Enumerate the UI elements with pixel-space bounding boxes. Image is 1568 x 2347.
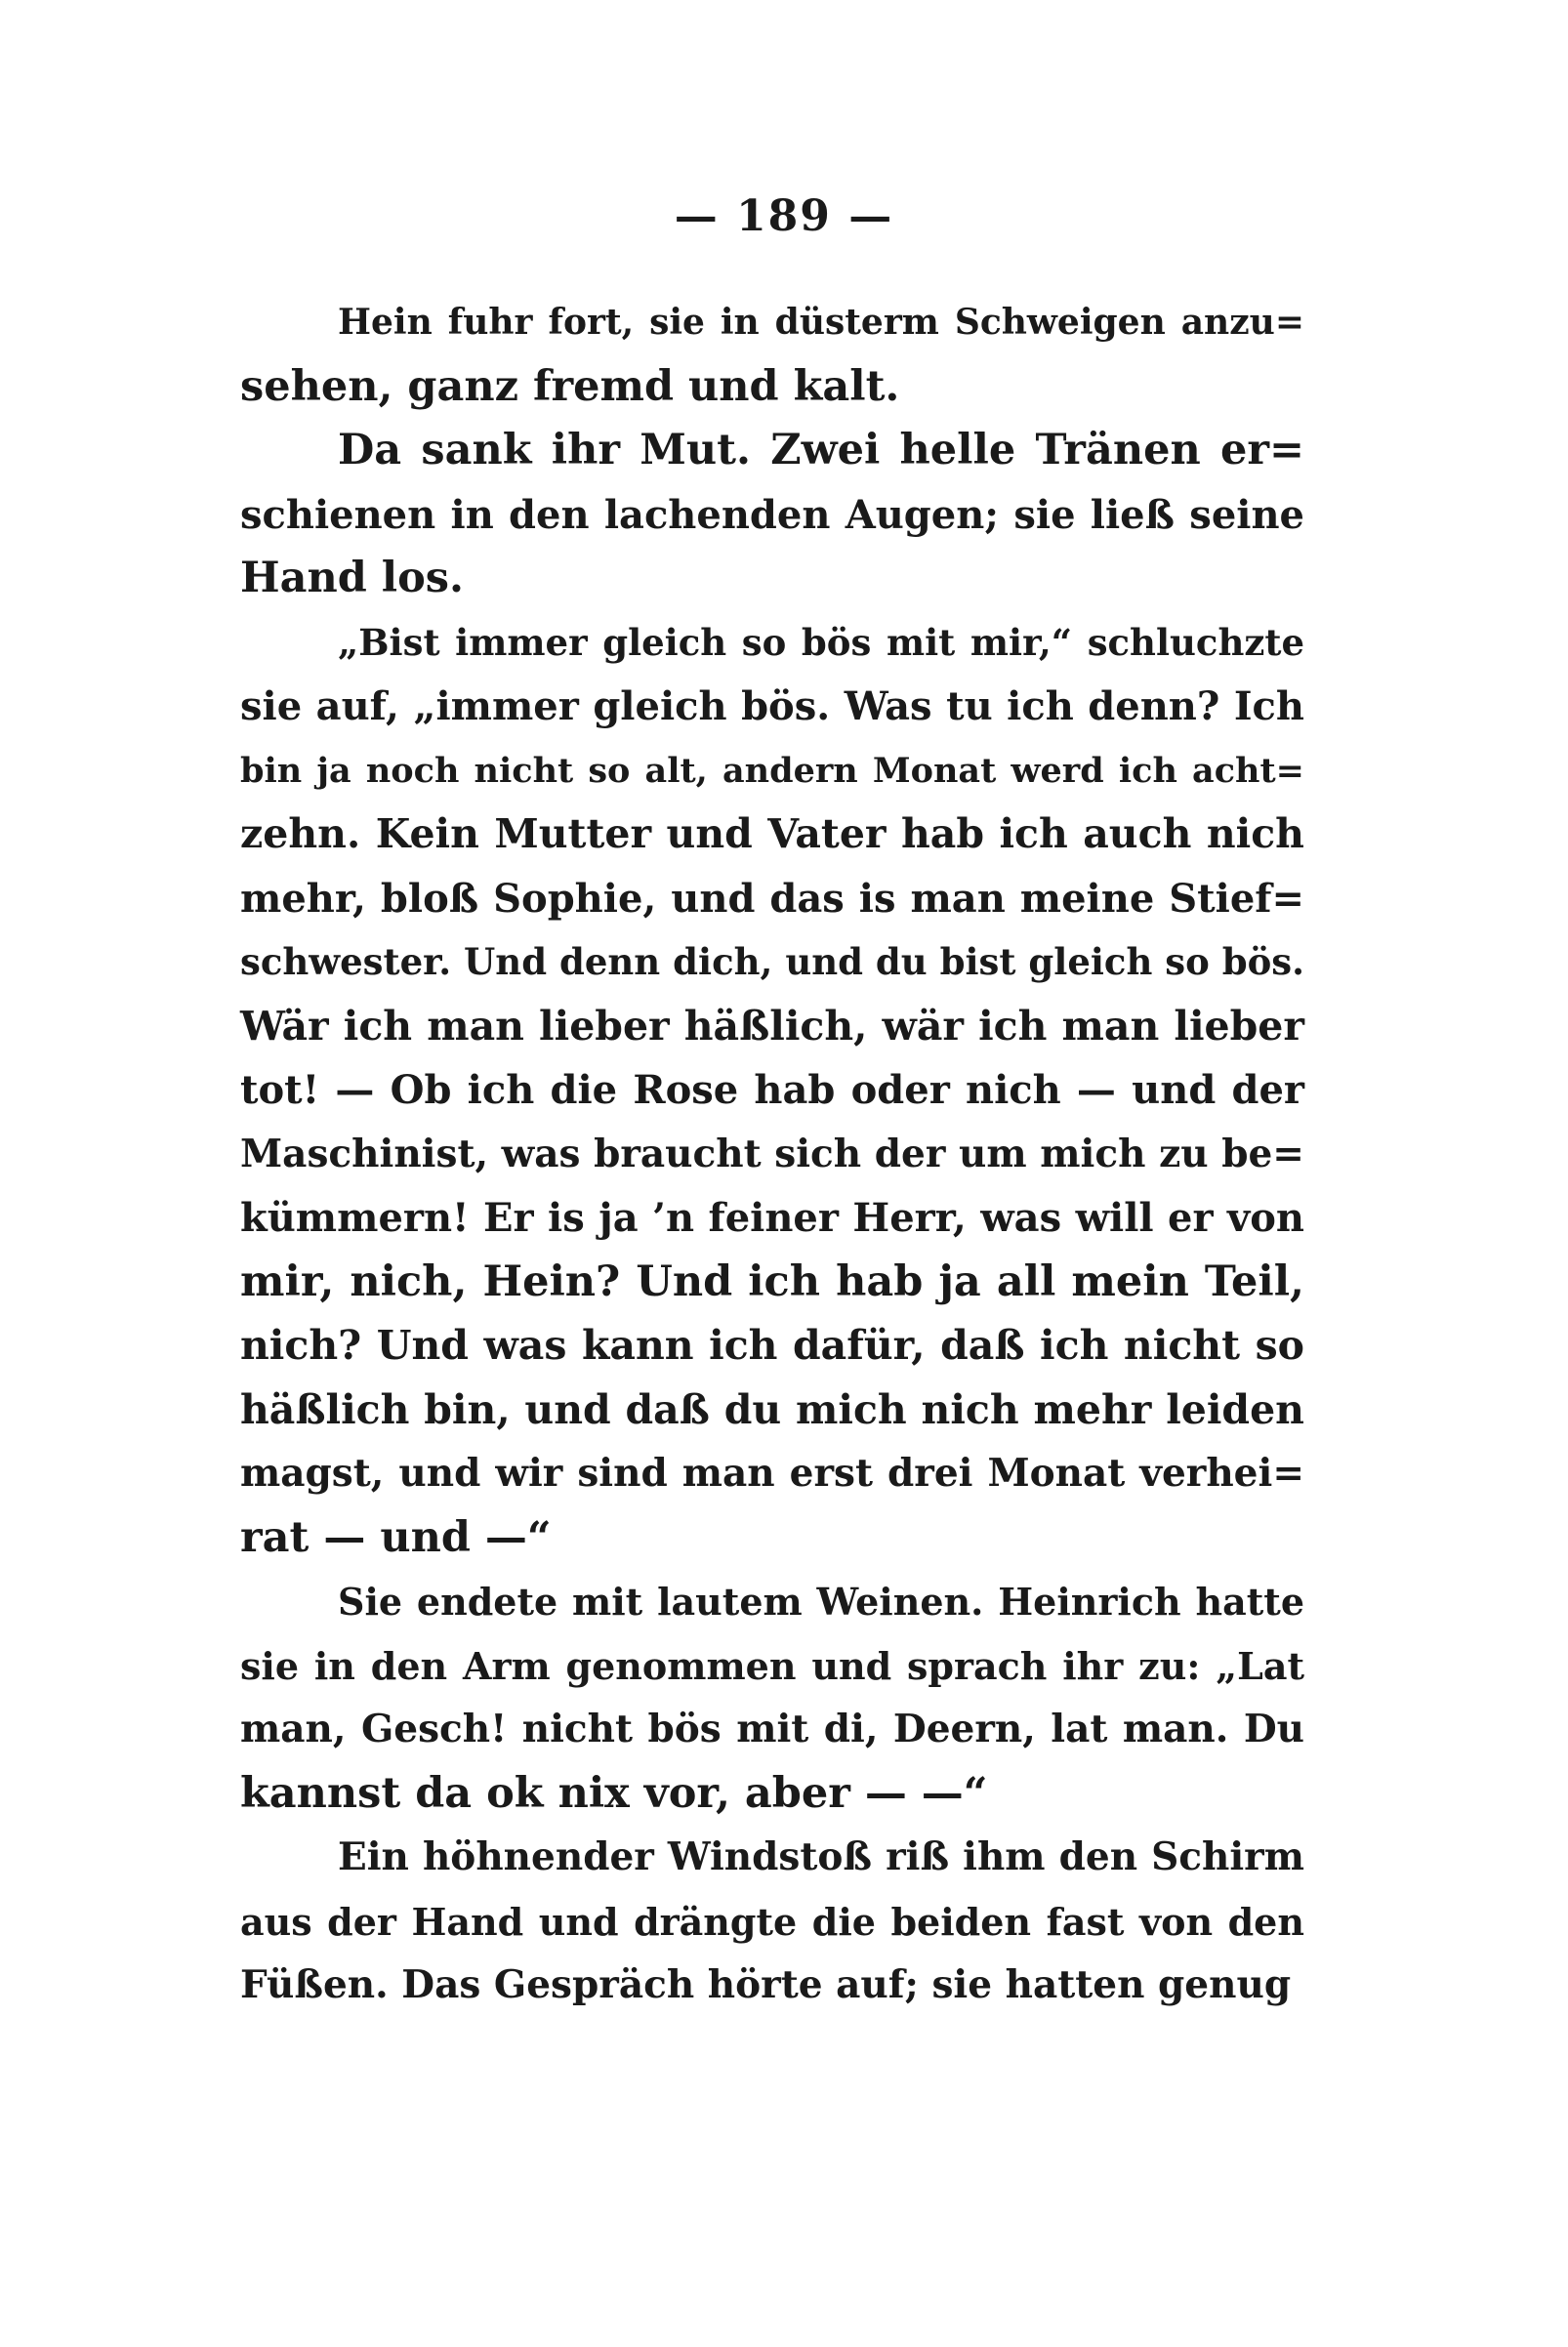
text-line: häßlich bin, und daß du mich nich mehr leiden bbox=[240, 1385, 1304, 1433]
paragraph bbox=[240, 419, 1304, 611]
paragraph bbox=[240, 1570, 1304, 1826]
text-line: Ein höhnender Windstoß riß ihm den Schirm bbox=[338, 1834, 1304, 1879]
body-text bbox=[240, 291, 1304, 2018]
text-line: Da sank ihr Mut. Zwei helle Tränen er= bbox=[338, 426, 1304, 474]
text-line: schwester. Und denn dich, und du bist gleich so bös. bbox=[240, 940, 1304, 983]
text-line: Sie endete mit lautem Weinen. Heinrich hatte bbox=[338, 1580, 1304, 1624]
text-line: mir, nich, Hein? Und ich hab ja all mein Teil, bbox=[240, 1256, 1304, 1306]
page-number: — 189 — bbox=[674, 191, 894, 241]
text-line: „Bist immer gleich so bös mit mir,“ schluchzte bbox=[338, 620, 1304, 664]
text-line: Wär ich man lieber häßlich, wär ich man lieber bbox=[240, 1002, 1304, 1050]
text-line: bin ja noch nicht so alt, andern Monat werd ich acht= bbox=[240, 750, 1304, 791]
text-line: tot! — Ob ich die Rose hab oder nich — und der bbox=[240, 1067, 1304, 1113]
text-line: Maschinist, was braucht sich der um mich zu be= bbox=[240, 1131, 1304, 1176]
paragraph bbox=[240, 1826, 1304, 2018]
text-line: schienen in den lachenden Augen; sie ließ seine bbox=[240, 491, 1304, 538]
text-line: kümmern! Er is ja ’n feiner Herr, was will er von bbox=[240, 1195, 1304, 1241]
text-line: Hein fuhr fort, sie in düsterm Schweigen anzu= bbox=[338, 302, 1304, 343]
text-line: mehr, bloß Sophie, und das is man meine Stief= bbox=[240, 875, 1304, 922]
text-line: sie auf, „immer gleich bös. Was tu ich denn? Ich bbox=[240, 683, 1304, 729]
text-line: Hand los. bbox=[240, 554, 464, 602]
text-line: magst, und wir sind man erst drei Monat verhei= bbox=[240, 1451, 1304, 1496]
paragraph bbox=[240, 291, 1304, 419]
text-line: nich? Und was kann ich dafür, daß ich nicht so bbox=[240, 1322, 1304, 1369]
text-line: Füßen. Das Gespräch hörte auf; sie hatten genug bbox=[240, 1962, 1292, 2007]
text-line: sie in den Arm genommen und sprach ihr zu: „Lat bbox=[240, 1643, 1304, 1688]
text-line: kannst da ok nix vor, aber — —“ bbox=[240, 1768, 988, 1818]
text-line: rat — und —“ bbox=[240, 1512, 552, 1562]
text-line: zehn. Kein Mutter und Vater hab ich auch nich bbox=[240, 810, 1304, 857]
text-line: aus der Hand und drängte die beiden fast von den bbox=[240, 1899, 1304, 1944]
paragraph bbox=[240, 611, 1304, 1571]
text-line: sehen, ganz fremd und kalt. bbox=[240, 361, 900, 411]
text-line: man, Gesch! nicht bös mit di, Deern, lat man. Du bbox=[240, 1707, 1304, 1751]
